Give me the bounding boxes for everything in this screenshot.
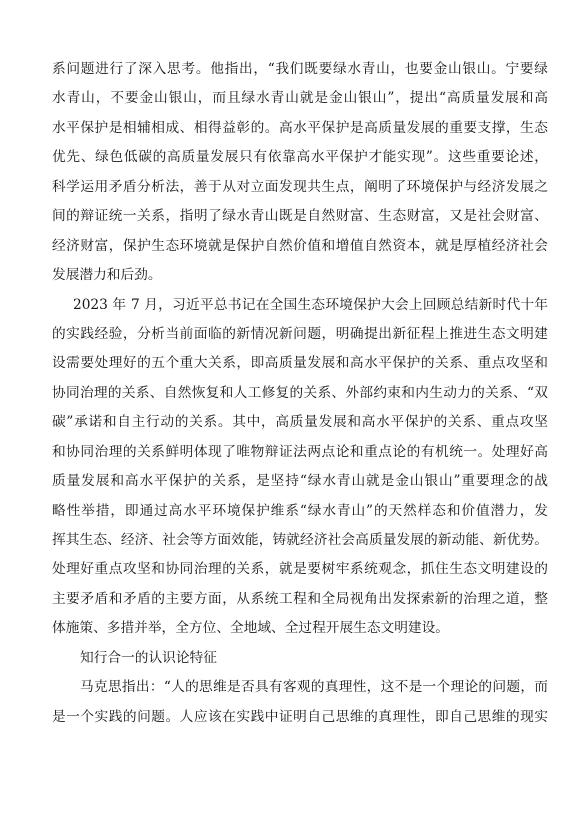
- text-line: 2023 年 7 月，习近平总书记在全国生态环境保护大会上回顾总结新时代十年: [73, 296, 548, 313]
- text-line: 优先、绿色低碳的高质量发展只有依靠高水平保护才能实现”。这些重要论述，: [52, 149, 548, 166]
- paragraph-marx-quote: [52, 673, 548, 732]
- text-line: 经济财富，保护生态环境就是保护自然价值和增值自然资本，就是厚植经济社会: [52, 237, 548, 254]
- text-line: 主要矛盾和矛盾的主要方面，从系统工程和全局视角出发探索新的治理之道，整: [52, 590, 548, 607]
- text-line: 水平保护是相辅相成、相得益彰的。高水平保护是高质量发展的重要支撑，生态: [52, 119, 548, 136]
- text-line: 和协同治理的关系鲜明体现了唯物辩证法两点论和重点论的有机统一。处理好高: [52, 443, 548, 460]
- text-line: 水青山，不要金山银山，而且绿水青山就是金山银山”，提出“高质量发展和高: [52, 90, 548, 107]
- text-line: 马克思指出：“人的思维是否具有客观的真理性，这不是一个理论的问题，而: [80, 679, 548, 696]
- text-line: 体施策、多措并举，全方位、全地域、全过程开展生态文明建设。: [52, 620, 449, 637]
- text-line: 是一个实践的问题。人应该在实践中证明自己思维的真理性，即自己思维的现实: [52, 708, 548, 725]
- text-line: 发展潜力和后劲。: [52, 267, 162, 284]
- text-line: 协同治理的关系、自然恢复和人工修复的关系、外部约束和内生动力的关系、“双: [52, 384, 548, 401]
- text-line: 略性举措，即通过高水平环境保护维系“绿水青山”的天然样态和价值潜力，发: [52, 502, 548, 519]
- text-line: 质量发展和高水平保护的关系，是坚持“绿水青山就是金山银山”重要理念的战: [52, 473, 548, 490]
- text-line: 的实践经验，分析当前面临的新情况新问题，明确提出新征程上推进生态文明建: [52, 325, 548, 342]
- text-line: 设需要处理好的五个重大关系，即高质量发展和高水平保护的关系、重点攻坚和: [52, 355, 548, 372]
- text-line: 系问题进行了深入思考。他指出，“我们既要绿水青山，也要金山银山。宁要绿: [52, 61, 548, 77]
- text-line: 间的辩证统一关系，指明了绿水青山既是自然财富、生态财富，又是社会财富、: [52, 208, 548, 225]
- text-line: 碳”承诺和自主行动的关系。其中，高质量发展和高水平保护的关系、重点攻坚: [52, 414, 548, 431]
- text-line: 科学运用矛盾分析法，善于从对立面发现共生点，阐明了环境保护与经济发展之: [52, 178, 548, 195]
- text-line: 挥其生态、经济、社会等方面效能，铸就经济社会高质量发展的新动能、新优势。: [52, 532, 548, 548]
- paragraph-five-relationships: [52, 291, 548, 644]
- text-line: 处理好重点攻坚和协同治理的关系，就是要树牢系统观念，抓住生态文明建设的: [52, 561, 548, 578]
- paragraph-continued: [52, 55, 548, 291]
- section-heading: 知行合一的认识论特征: [80, 649, 217, 666]
